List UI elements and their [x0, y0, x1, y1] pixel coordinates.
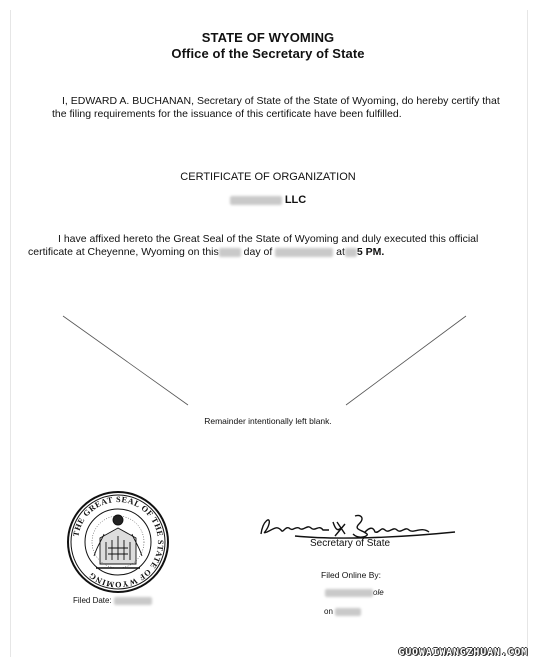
filer-name-suffix: ole	[373, 588, 384, 597]
company-suffix: LLC	[284, 194, 307, 206]
filed-date-label: Filed Date:	[73, 596, 112, 605]
signature-caption: Secretary of State	[310, 538, 391, 549]
remainder-note: Remainder intentionally left blank.	[204, 416, 332, 426]
redacted-filer-date	[335, 608, 361, 616]
redacted-filer-name	[325, 589, 373, 597]
certification-paragraph: I, EDWARD A. BUCHANAN, Secretary of State of the State of Wyoming, do hereby certify that the filing requirements for the issuance of this certificate have been fulfilled.	[52, 95, 500, 120]
seal-line2-part-c: at	[336, 246, 345, 258]
seal-paragraph-line1: I have affixed hereto the Great Seal of the State of Wyoming and duly executed this official	[58, 233, 479, 245]
redacted-filed-date	[114, 597, 152, 605]
seal-line2-part-d: 5 PM.	[356, 246, 385, 258]
state-heading: STATE OF WYOMING	[201, 30, 335, 45]
seal-line2-part-a: certificate at Cheyenne, Wyoming on this	[28, 246, 219, 258]
filer-name	[325, 588, 384, 597]
office-heading: Office of the Secretary of State	[171, 46, 365, 61]
watermark: GUOWAIWANGZHUAN.COM	[398, 647, 528, 658]
filer-date	[324, 607, 361, 616]
filed-online-label: Filed Online By:	[321, 570, 381, 580]
svg-text:THE GREAT SEAL OF THE STATE OF: THE GREAT SEAL OF THE STATE OF WYOMING	[71, 494, 166, 590]
filer-date-prefix: on	[324, 607, 333, 616]
certificate-title: CERTIFICATE OF ORGANIZATION	[180, 171, 356, 183]
great-seal-icon	[66, 490, 170, 594]
seal-line2-part-b: day of	[243, 246, 273, 258]
left-diagonal-line	[63, 316, 188, 405]
filed-date	[73, 596, 152, 605]
right-diagonal-line	[346, 316, 466, 405]
